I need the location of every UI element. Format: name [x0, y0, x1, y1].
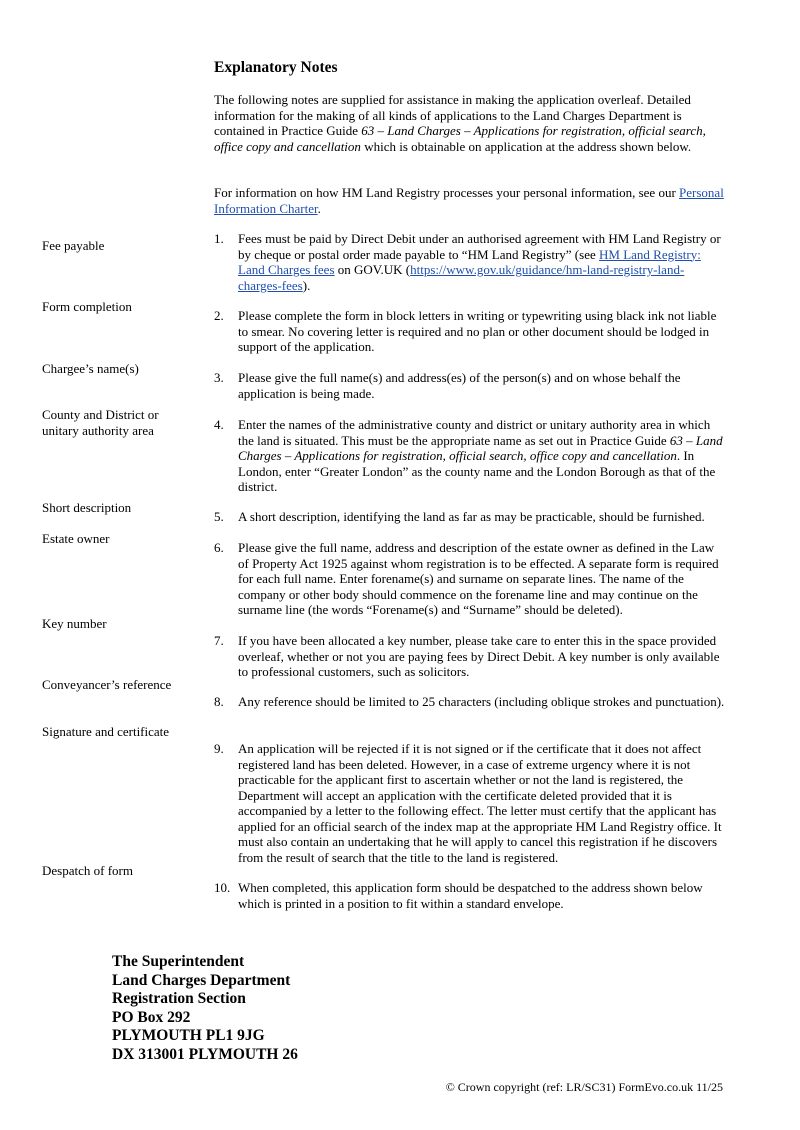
note-2-text: Please complete the form in block letters in writing or typewriting using black ink not liable to smear. No covering letter is required and no plan or other document should be lodged in support of the application.: [238, 308, 717, 354]
note-1-text: [238, 231, 726, 293]
address-line-1: The Superintendent: [112, 953, 245, 970]
note-3-text: Please give the full name(s) and address(es) of the person(s) and on whose behalf the application is being made.: [238, 370, 681, 401]
label-despatch-of-form: Despatch of form: [42, 863, 133, 878]
note-4-number: 4.: [214, 417, 224, 432]
note-6-number: 6.: [214, 540, 224, 555]
note-10-text: When completed, this application form should be despatched to the address shown below which is printed in a position to fit within a standard envelope.: [238, 880, 703, 911]
label-estate-owner: Estate owner: [42, 531, 110, 546]
address-line-6: DX 313001 PLYMOUTH 26: [112, 1045, 298, 1063]
address-line-3: Registration Section: [112, 990, 246, 1007]
label-county-line-1: County and District or: [42, 407, 159, 422]
note-7-number: 7.: [214, 633, 224, 648]
label-fee-payable: Fee payable: [42, 238, 105, 253]
note-8-number: 8.: [214, 694, 224, 709]
note-8-text: Any reference should be limited to 25 characters (including oblique strokes and punctuation).: [238, 694, 725, 709]
note-5-number: 5.: [214, 509, 224, 524]
note-1-text-b: on GOV.UK (: [334, 262, 411, 277]
note-3-number: 3.: [214, 370, 224, 385]
privacy-text-end: .: [317, 200, 321, 216]
note-4-text-b: . In London, enter “Greater London” as the county name and the London Borough as that of the district.: [238, 448, 716, 494]
intro-paragraph: [214, 92, 726, 154]
land-charges-fees-link[interactable]: HM Land Registry: Land Charges fees: [238, 246, 701, 277]
address-line-5: PLYMOUTH PL1 9JG: [112, 1027, 265, 1044]
intro-text-a: The following notes are supplied for assistance in making the application overleaf. Detailed information for the making of all kinds of applications to the Land Charges Department is contained in Practice Guide: [214, 92, 691, 138]
practice-guide-title: 63 – Land Charges – Applications for registration, official search, office copy and cancellation: [214, 123, 706, 154]
note-7-text: If you have been allocated a key number, please take care to enter this in the space provided overleaf, whether or not you are paying fees by Direct Debit. A key number is only available to professional customers, such as solicitors.: [238, 633, 720, 679]
label-county-line-2: unitary authority area: [42, 422, 154, 438]
page-title: Explanatory Notes: [214, 59, 338, 76]
note-5-text: A short description, identifying the land as far as may be practicable, should be furnished.: [238, 509, 705, 524]
note-10-number: 10.: [214, 880, 231, 895]
label-conveyancer-reference: Conveyancer’s reference: [42, 677, 172, 692]
label-chargee-names: Chargee’s name(s): [42, 361, 139, 376]
land-charges-fees-url-link[interactable]: https://www.gov.uk/guidance/hm-land-registry-land-charges-fees: [238, 262, 685, 293]
label-short-description: Short description: [42, 500, 132, 515]
note-1-text-c: ).: [302, 277, 311, 293]
address-line-2: Land Charges Department: [112, 971, 291, 989]
note-6-text: Please give the full name, address and description of the estate owner as defined in the Law of Property Act 1925 against whom registration is to be effected. A separate form is required for each full name. Enter forename(s) and surname on separate lines. The name of the company or other body should commence on the forename line and may continue on the surname line (the words “Forename(s) and “Surname” should be deleted).: [238, 540, 719, 617]
postal-address: [112, 953, 298, 1064]
privacy-paragraph: [214, 185, 726, 216]
personal-information-charter-link[interactable]: Personal Information Charter: [214, 185, 724, 216]
note-4-practice-guide-title: 63 – Land Charges – Applications for registration, official search, office copy and cancellation: [238, 432, 723, 463]
intro-text-b: which is obtainable on application at the address shown below.: [360, 138, 692, 154]
label-county-district: [42, 407, 192, 438]
note-4-text-a: Enter the names of the administrative county and district or unitary authority area in which the land is situated. This must be the appropriate name as set out in Practice Guide: [238, 417, 711, 448]
copyright-footer: © Crown copyright (ref: LR/SC31) FormEvo.co.uk 11/25: [445, 1080, 723, 1094]
note-1-text-a: Fees must be paid by Direct Debit under an authorised agreement with HM Land Registry or by cheque or postal order made payable to “HM Land Registry” (see: [238, 231, 721, 262]
note-2-number: 2.: [214, 308, 224, 323]
note-1-number: 1.: [214, 231, 224, 246]
note-9-number: 9.: [214, 741, 224, 756]
label-key-number: Key number: [42, 616, 107, 631]
label-form-completion: Form completion: [42, 299, 132, 314]
address-line-4: PO Box 292: [112, 1008, 191, 1026]
note-9-text: An application will be rejected if it is not signed or if the certificate that it does not affect registered land has been deleted. However, in a case of extreme urgency where it is not practicable for the applicant first to ascertain whether or not the land is registered, the Department will accept an application with the certificate deleted provided that it is accompanied by a letter to the following effect. The letter must certify that the applicant has applied for an official search of the index map at the appropriate HM Land Registry office. It must also contain an undertaking that he will apply to cancel this registration if he discovers from the result of search that the title to the land is registered.: [238, 741, 722, 865]
note-4-text: [238, 417, 726, 495]
label-signature-certificate: Signature and certificate: [42, 724, 170, 739]
privacy-text: For information on how HM Land Registry processes your personal information, see our: [214, 185, 680, 200]
